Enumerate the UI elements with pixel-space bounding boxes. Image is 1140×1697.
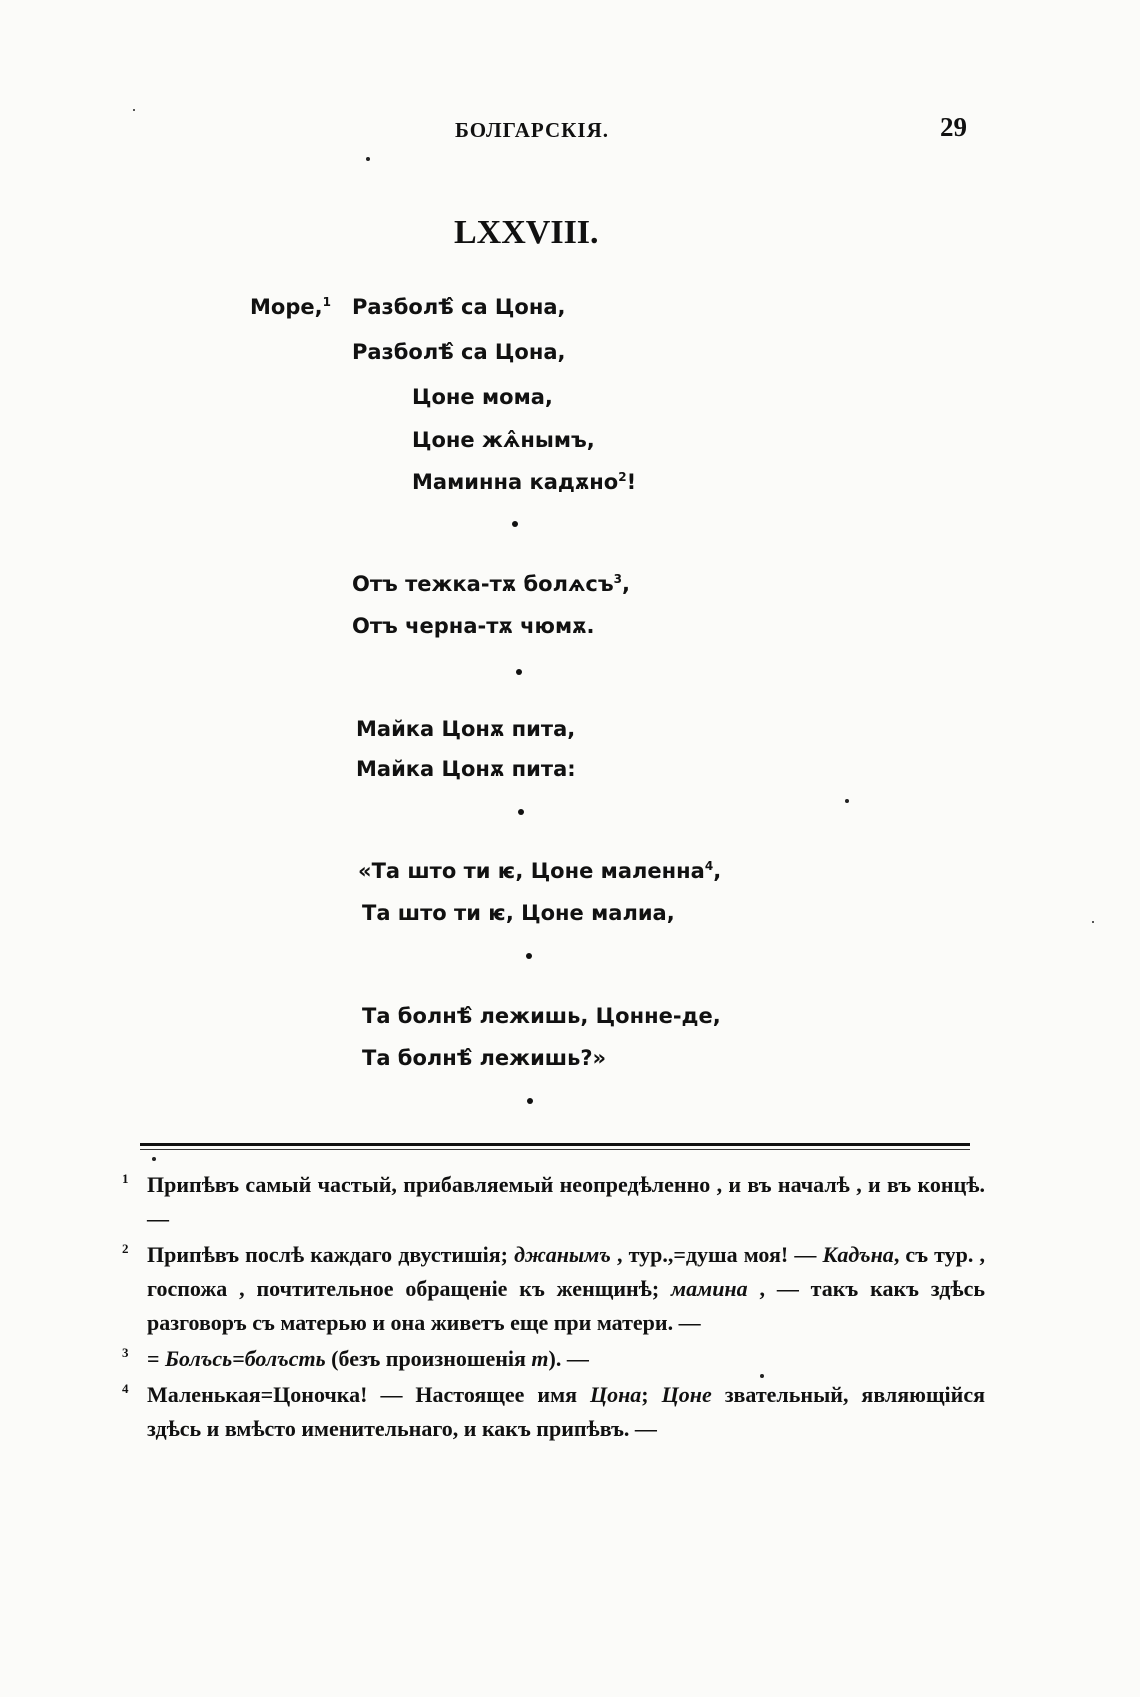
footnote-text: Маленькая=Цоночка! — Настоящее имя (147, 1382, 590, 1407)
footnote-italic: Цона (589, 1382, 642, 1407)
verse-text: Разболѣ̂ са Цона, (352, 295, 566, 319)
footnote-text: , — такъ какъ здѣсь разговоръ съ матерью и она живетъ еще при матери. — (147, 1276, 985, 1335)
footnote-italic: Болъсь=болъсть (165, 1346, 326, 1371)
footnote-text: ). — (548, 1346, 589, 1371)
verse-line (412, 385, 553, 409)
footnote-text: звательный, являющійся здѣсь и вмѣсто именительнаго, и какъ припѣвъ. — (147, 1382, 986, 1441)
scan-speck (760, 1374, 764, 1378)
footnote-2 (120, 1238, 985, 1340)
footnote-3 (120, 1342, 985, 1376)
stanza-separator (527, 1098, 533, 1104)
footnote-ref: 3 (613, 572, 623, 586)
verse-line (362, 1046, 606, 1070)
verse-text: Та што ти ѥ, Цоне малиа, (362, 901, 675, 925)
verse-text: Майка Цонѫ пита, (356, 717, 576, 741)
footnote-ref: 4 (704, 859, 714, 873)
verse-line (412, 470, 636, 494)
verse-line (412, 428, 595, 452)
verse-text: Отъ тежка-тѫ болѧсъ (352, 572, 614, 596)
footnote-number: 2 (122, 1241, 129, 1256)
stanza-separator (518, 809, 524, 815)
verse-text: Та болнѣ̂ лежишь, Цонне-де, (362, 1004, 721, 1028)
footnote-ref: 2 (618, 470, 627, 484)
verse-line (352, 340, 566, 364)
verse-text: Разболѣ̂ са Цона, (352, 340, 566, 364)
page-number: 29 (940, 112, 967, 142)
scan-speck (152, 1157, 156, 1161)
scan-speck (366, 157, 370, 161)
footnote-italic: Кадъна (822, 1242, 894, 1267)
verse-line (362, 1004, 721, 1028)
verse-line (352, 295, 566, 319)
refrain-text: Море, (250, 295, 323, 319)
verse-text: «Та што ти ѥ, Цоне маленна (358, 859, 705, 883)
verse-punct: ! (626, 470, 637, 494)
poem-number: LXXVIII. (454, 214, 599, 251)
scan-speck (845, 799, 849, 803)
verse-line (358, 859, 721, 883)
refrain-label (250, 295, 331, 319)
footnote-text: Припѣвъ послѣ каждаго двустишія; (147, 1242, 515, 1267)
verse-line (356, 717, 575, 741)
footnote-1 (120, 1168, 985, 1236)
verse-text: Отъ черна-тѫ чюмѫ. (352, 614, 595, 638)
footnote-text: = (147, 1346, 166, 1371)
footnote-number: 1 (122, 1171, 129, 1186)
verse-punct: , (622, 572, 630, 596)
stanza-separator (512, 521, 518, 527)
stanza-separator (526, 953, 532, 959)
footnote-italic: Цоне (661, 1382, 712, 1407)
footnotes (120, 1168, 985, 1448)
footnote-text: Припѣвъ самый частый, прибавляемый неопредѣленно , и въ началѣ , и въ концѣ. — (147, 1172, 985, 1231)
footnote-text: ; (641, 1382, 662, 1407)
verse-punct: , (713, 859, 722, 883)
scan-speck (1092, 921, 1094, 923)
footnote-italic: джанымъ (514, 1242, 611, 1267)
stanza-separator (516, 669, 522, 675)
running-title: БОЛГАРСКІЯ. (455, 118, 609, 142)
footnote-4 (120, 1378, 985, 1446)
verse-line (356, 757, 576, 781)
footnote-ref: 1 (322, 295, 331, 309)
verse-line (352, 614, 595, 638)
scan-speck (133, 109, 135, 111)
verse-line (352, 572, 630, 596)
footnote-number: 4 (122, 1381, 129, 1396)
footnote-italic: мамина (671, 1276, 748, 1301)
footnote-text: (безъ произношенія (325, 1346, 532, 1371)
footnote-text: , съ тур. , госпожа , почтительное обращеніе къ женщинѣ; (147, 1242, 986, 1301)
verse-text: Та болнѣ̂ лежишь?» (362, 1046, 607, 1070)
verse-text: Маминна кадѫно (412, 470, 619, 494)
verse-line (362, 901, 675, 925)
verse-text: Цоне жѧ̂нымъ, (412, 428, 595, 452)
verse-text: Цоне мома, (412, 385, 553, 409)
verse-text: Майка Цонѫ пита: (356, 757, 576, 781)
footnote-text: , тур.,=душа моя! — (610, 1242, 823, 1267)
footnote-rule (140, 1143, 970, 1146)
footnote-number: 3 (122, 1345, 129, 1360)
footnote-italic: т (531, 1346, 549, 1371)
footnote-rule-thin (140, 1149, 970, 1150)
